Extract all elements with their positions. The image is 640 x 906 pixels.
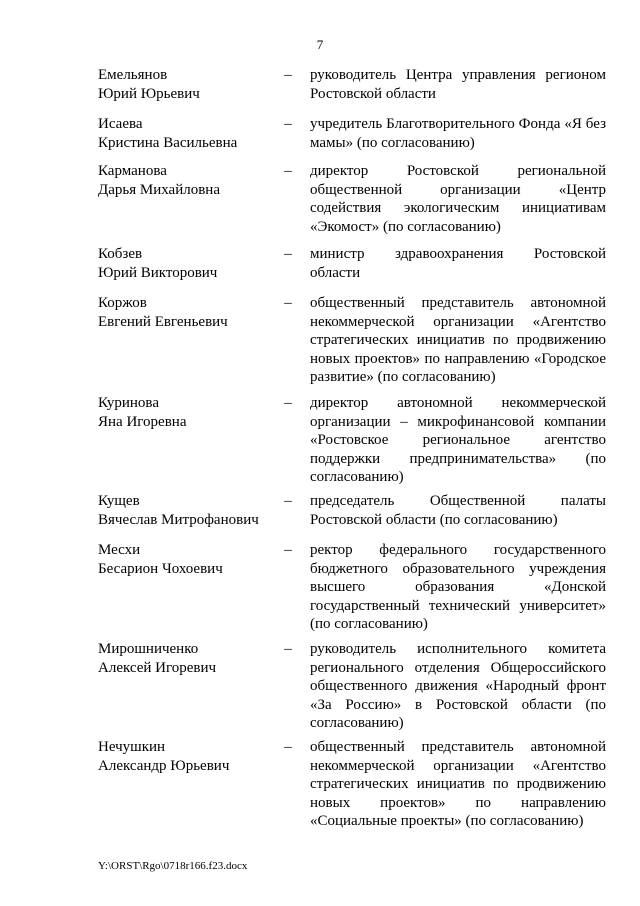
member-surname: Карманова (98, 163, 167, 179)
member-name (98, 541, 280, 578)
member-position: учредитель Благотворительного Фонда «Я без мамы» (по согласованию) (310, 116, 606, 151)
member-surname: Куринова (98, 395, 159, 411)
member-position: министр здравоохранения Ростовской области (310, 246, 606, 281)
member-given-name: Вячеслав Митрофанович (98, 511, 259, 528)
member-surname: Исаева (98, 116, 143, 132)
member-surname: Нечушкин (98, 739, 166, 755)
member-name (98, 115, 280, 152)
member-position: руководитель исполнительного комитета регионального отделения Общероссийского общественного движения «Народный фронт «За Россию» в Ростовской области (по согласованию) (310, 641, 606, 731)
member-surname: Коржов (98, 295, 147, 311)
dash-separator: – (284, 163, 292, 179)
member-name (98, 245, 280, 282)
member-surname: Кобзев (98, 246, 143, 262)
member-position: председатель Общественной палаты Ростовской области (по согласованию) (310, 493, 606, 528)
dash-separator: – (284, 67, 292, 83)
member-name (98, 394, 280, 431)
dash-separator: – (284, 493, 292, 509)
member-given-name: Евгений Евгеньевич (98, 313, 228, 330)
dash-separator: – (284, 739, 292, 755)
dash-separator: – (284, 395, 292, 411)
member-given-name: Бесарион Чохоевич (98, 560, 223, 577)
member-position: ректор федерального государственного бюджетного образовательного учреждения высшего образования «Донской государственный технический университет» (по согласованию) (310, 542, 606, 632)
member-name (98, 162, 280, 199)
dash-separator: – (284, 116, 292, 132)
member-name (98, 492, 280, 529)
member-surname: Мирошниченко (98, 641, 199, 657)
dash-separator: – (284, 246, 292, 262)
member-position: общественный представитель автономной некоммерческой организации «Агентство стратегических инициатив по продвижению новых проектов» по направлению «Городское развитие» (по согласованию) (310, 295, 606, 385)
member-given-name: Алексей Игоревич (98, 659, 217, 676)
member-name (98, 294, 280, 331)
member-position: директор Ростовской региональной общественной организации «Центр содействия экологическим инициативам «Экомост» (по согласованию) (310, 163, 606, 235)
member-position: общественный представитель автономной некоммерческой организации «Агентство стратегических инициатив по продвижению новых проектов» по направлению «Социальные проекты» (по согласованию) (310, 739, 606, 829)
member-given-name: Александр Юрьевич (98, 757, 230, 774)
member-given-name: Яна Игоревна (98, 413, 187, 430)
member-surname: Кущев (98, 493, 140, 509)
member-position: руководитель Центра управления регионом Ростовской области (310, 67, 606, 102)
dash-separator: – (284, 295, 292, 311)
page-number: 7 (316, 37, 324, 52)
footer-file-path: Y:\ORST\Rgo\0718r166.f23.docx (98, 860, 248, 872)
dash-separator: – (284, 641, 292, 657)
member-position: директор автономной некоммерческой организации – микрофинансовой компании «Ростовское региональное агентство поддержки предпринимательства» (по согласованию) (310, 395, 606, 485)
member-name (98, 640, 280, 677)
member-name (98, 66, 280, 103)
member-surname: Месхи (98, 542, 141, 558)
member-given-name: Юрий Юрьевич (98, 85, 200, 102)
member-given-name: Юрий Викторович (98, 264, 218, 281)
member-given-name: Кристина Васильевна (98, 134, 238, 151)
dash-separator: – (284, 542, 292, 558)
member-surname: Емельянов (98, 67, 168, 83)
member-name (98, 738, 280, 775)
member-given-name: Дарья Михайловна (98, 181, 220, 198)
